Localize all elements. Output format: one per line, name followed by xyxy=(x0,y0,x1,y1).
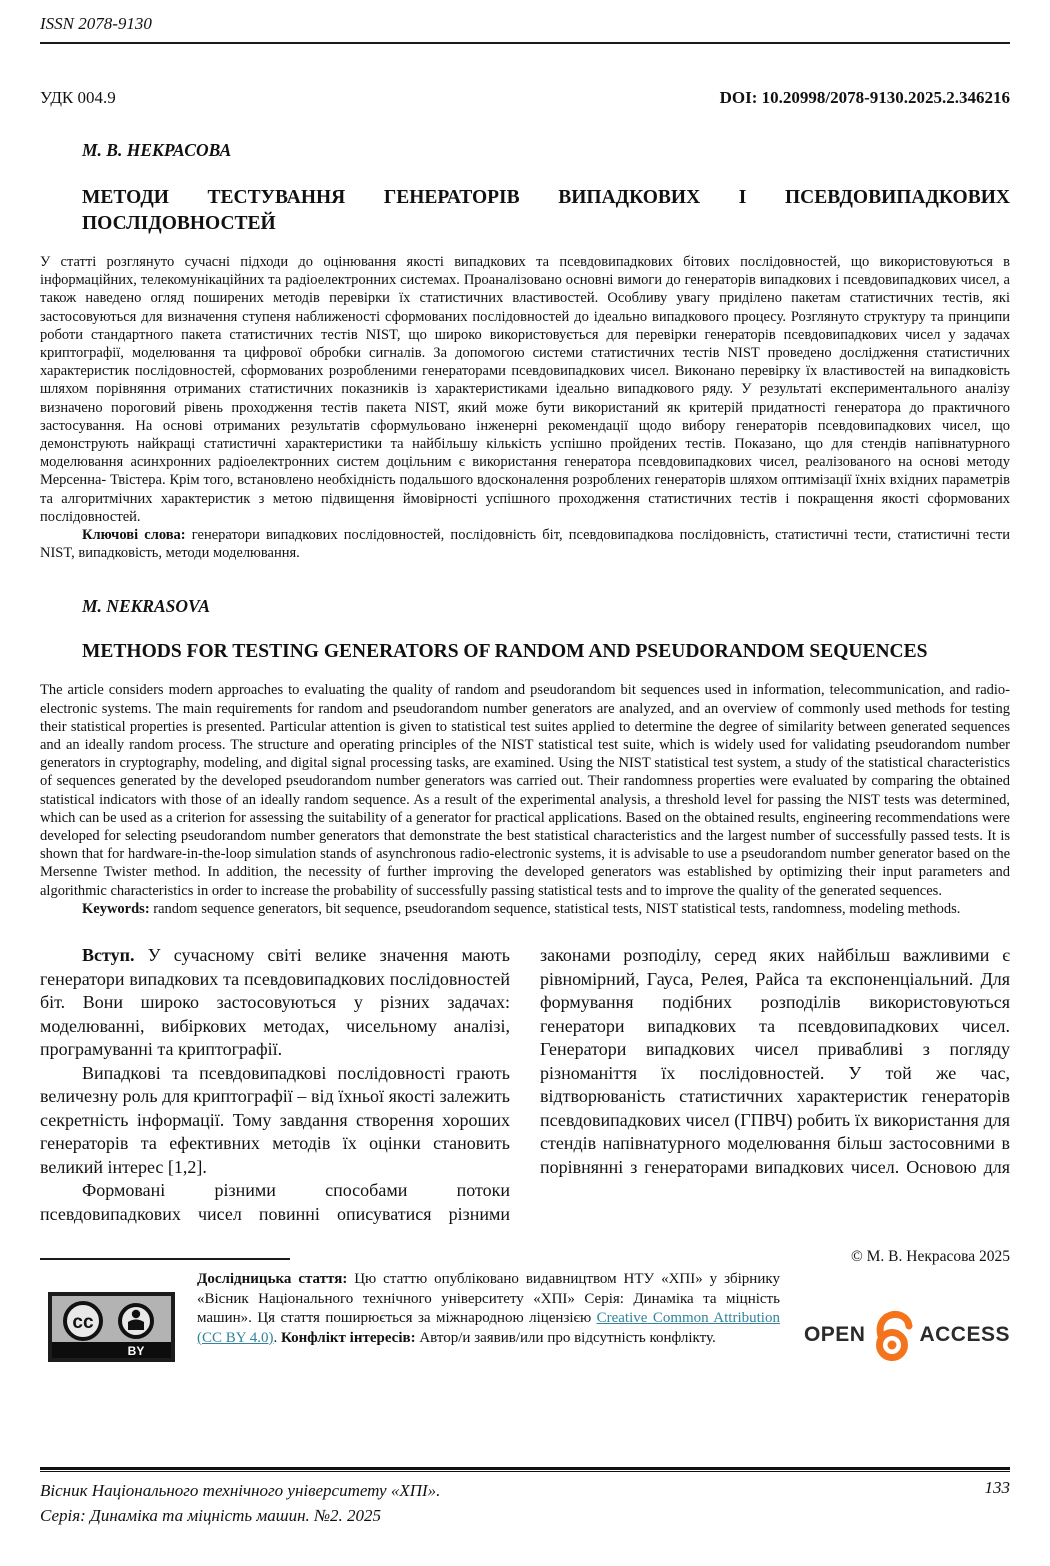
cc-icon xyxy=(65,1303,101,1339)
keywords-ua-list: генератори випадкових послідовностей, послідовність біт, псевдовипадкова послідовність, статистичні тести, статистичні тести NIST, випадковість, методи моделювання. xyxy=(40,527,1010,562)
research-article-label: Дослідницька стаття: xyxy=(197,1271,348,1288)
author-name-ua: М. В. НЕКРАСОВА xyxy=(82,140,232,160)
intro-paragraph-2: Випадкові та псевдовипадкові послідовності грають величезну роль для криптографії – від їхньої якості залежить секретність інформації. Тому завдання створення хороших генераторів та ефективних методів їх оцінки становить великий інтерес [1,2]. xyxy=(40,1062,510,1177)
cc-by-badge-graphic xyxy=(48,1292,175,1362)
author-name-en: M. NEKRASOVA xyxy=(82,596,211,617)
cc-license-link[interactable]: Creative Common Attribution (CC BY 4.0) xyxy=(197,1310,780,1346)
cc-by-badge xyxy=(48,1292,175,1367)
abstract-en: The article considers modern approaches to evaluating the quality of random and pseudorandom bit sequences used in information, telecommunication, and radio-electronic systems. The main requirements for random and pseudorandom number generators are analyzed, and an overview of commonly used methods for testing their statistical properties is presented. Particular attention is given to statistical test suites applied to determine the degree of similarity between generated sequences and an ideally random process. The structure and operating principles of the NIST statistical test suite, which is widely used for validating pseudorandom number generators in cryptography, modeling, and digital signal processing tasks, are examined. Using the NIST statistical test system, a study of the statistical characteristics of sequences generated by the developed pseudorandom number generators was carried out. Their randomness properties were evaluated by comparing the obtained statistical indicators with those of an ideally random sequence. As a result of the experimental analysis, a threshold level for passing the NIST tests was determined, which can be used as a criterion for assessing the suitability of a generator for practical applications. Based on the obtained results, engineering recommendations were developed for selecting pseudorandom number generators that demonstrate the best statistical characteristics and the largest number of successfully passed tests. It is shown that for hardware-in-the-loop simulation stands of asynchronous radio-electronic systems, it is advisable to use a pseudorandom number generator based on the Mersenne Twister method. In addition, the necessity of further improving the developed generators was established by optimizing their input parameters and algorithmic characteristics in order to increase the probability of successfully passing statistical tests and to improve the quality of the generated sequences. xyxy=(40,682,1010,899)
udc-doi-row xyxy=(40,88,1010,108)
intro-columns xyxy=(40,944,1010,1226)
intro-paragraph-4: законами розподілу, серед яких найбільш важливими є рівномірний, Гауса, Релея, Райса та експоненціальний. Для формування подібних розподілів використовуються генератори випадкових та псевдовипадкових чисел. Генератори випадкових чисел привабливі з погляду різноманіття їх послідовностей. У той же час, відтворюваність статистичних характеристик генераторів псевдовипадкових чисел (ГПВЧ) робить їх використання для стендів напівнатурного моделювання більш застосовними в порівнянні з генераторами випадкових чисел. Основою для xyxy=(540,945,1010,1177)
article-title-ua: МЕТОДИ ТЕСТУВАННЯ ГЕНЕРАТОРІВ ВИПАДКОВИХ І ПСЕВДОВИПАДКОВИХ ПОСЛІДОВНОСТЕЙ xyxy=(82,187,1010,234)
conflict-text: Автор/и заявив/или про відсутність конфлікту. xyxy=(415,1329,716,1346)
page-number: 133 xyxy=(984,1478,1010,1497)
intro-paragraph-3: Формовані різними способами потоки псевдовипадкових чисел повинні описуватися різними xyxy=(40,1180,510,1224)
footnote-top-row xyxy=(40,1248,1010,1266)
open-access-logo xyxy=(804,1308,1010,1362)
udc-code: УДК 004.9 xyxy=(40,88,116,107)
open-lock-icon xyxy=(869,1308,915,1362)
footer-rule xyxy=(40,1467,1010,1472)
issn-header xyxy=(40,14,1010,44)
intro-paragraph-1-text: У сучасному світі велике значення мають генератори випадкових та псевдовипадкових послідовностей біт. Вони широко застосовуються у різних задачах: моделюванні, вибіркових методах, чисельному аналізі, програмуванні та криптографії. xyxy=(40,945,510,1060)
intro-lead: Вступ. xyxy=(82,945,135,966)
footnote-text xyxy=(197,1270,780,1348)
footnote-divider xyxy=(40,1258,290,1260)
intro-paragraph-1 xyxy=(40,944,510,1062)
footnote-row xyxy=(40,1270,1010,1367)
conflict-label: Конфлікт інтересів: xyxy=(281,1329,416,1346)
abstract-ua: У статті розглянуто сучасні підходи до оцінювання якості випадкових та псевдовипадкових бітових послідовностей, що використовуються в інформаційних, телекомунікаційних та радіоелектронних системах. Проаналізовано основні вимоги до генераторів випадкових і псевдовипадкових чисел, а також наведено огляд поширених методів перевірки їх статистичних властивостей. Особливу увагу приділено пакетам статистичних тестів, які застосовуються для визначення ступеня наближеності сформованих послідовностей до ідеально випадкового процесу. Розглянуто структуру та принципи роботи стандартного пакета статистичних тестів NIST, що широко використовується для перевірки генераторів псевдовипадкових чисел у задачах криптографії, моделювання та цифрової обробки сигналів. За допомогою системи статистичних тестів NIST проведено дослідження статистичних характеристик послідовностей, сформованих розробленими генераторами псевдовипадкових чисел. Виконано перевірку їх властивостей на випадковість шляхом порівняння отриманих статистичних показників із характеристиками ідеально випадкового ряду. У результаті експериментального аналізу визначено пороговий рівень проходження тестів пакета NIST, який може бути використаний як критерій придатності генератора до практичного застосування. На основі отриманих результатів сформульовано інженерні рекомендації щодо вибору генераторів псевдовипадкових чисел, що демонструють найкращі статистичні характеристики та найбільшу кількість успішно пройдених тестів. Показано, що для стендів напівнатурного моделювання асинхронних радіоелектронних систем доцільним є використання генератора псевдовипадкових чисел, реалізованого на основі методу Мерсенна- Твістера. Крім того, встановлено необхідність подальшого вдосконалення розроблених генераторів шляхом оптимізації їхніх вхідних параметрів та алгоритмічних характеристик з метою підвищення ймовірності успішного проходження статистичних тестів і покращення якості сформованих послідовностей. xyxy=(40,254,1010,525)
doi-code: DOI: 10.20998/2078-9130.2025.2.346216 xyxy=(719,88,1010,107)
keywords-ua-label: Ключові слова: xyxy=(82,527,186,544)
svg-text:cc: cc xyxy=(72,1312,94,1334)
cc-by-label: BY xyxy=(127,1344,145,1359)
journal-imprint xyxy=(40,1478,440,1528)
issn-text: ISSN 2078-9130 xyxy=(40,14,152,33)
article-title-en: METHODS FOR TESTING GENERATORS OF RANDOM AND PSEUDORANDOM SEQUENCES xyxy=(82,641,928,663)
person-icon xyxy=(120,1305,152,1337)
footnote-after-link: . xyxy=(273,1329,282,1346)
open-access-access-label: ACCESS xyxy=(919,1323,1010,1347)
journal-imprint-line2: Серія: Динаміка та міцність машин. №2. 2025 xyxy=(40,1506,382,1525)
journal-imprint-line1: Вісник Національного технічного університету «ХПІ». xyxy=(40,1481,441,1500)
page-footer xyxy=(40,1467,1010,1528)
intro-column-right xyxy=(540,944,1010,1226)
keywords-ua xyxy=(40,526,1010,562)
footer-row xyxy=(40,1478,1010,1528)
footnote-license-text: Цю статтю опубліковано видавництвом НТУ «ХПІ» у збірнику «Вісник Національного технічного університету «ХПІ» Серія: Динаміка та міцність машин». Ця стаття поширюється за міжнародною ліцензією xyxy=(197,1271,780,1327)
open-access-open-label: OPEN xyxy=(803,1323,866,1347)
keywords-en-label: Keywords: xyxy=(82,900,150,917)
keywords-en xyxy=(40,900,1010,918)
keywords-en-list: random sequence generators, bit sequence, pseudorandom sequence, statistical tests, NIST statistical tests, randomness, modeling methods. xyxy=(149,900,961,917)
intro-column-left xyxy=(40,944,510,1226)
copyright-line: © М. В. Некрасова 2025 xyxy=(850,1248,1010,1266)
